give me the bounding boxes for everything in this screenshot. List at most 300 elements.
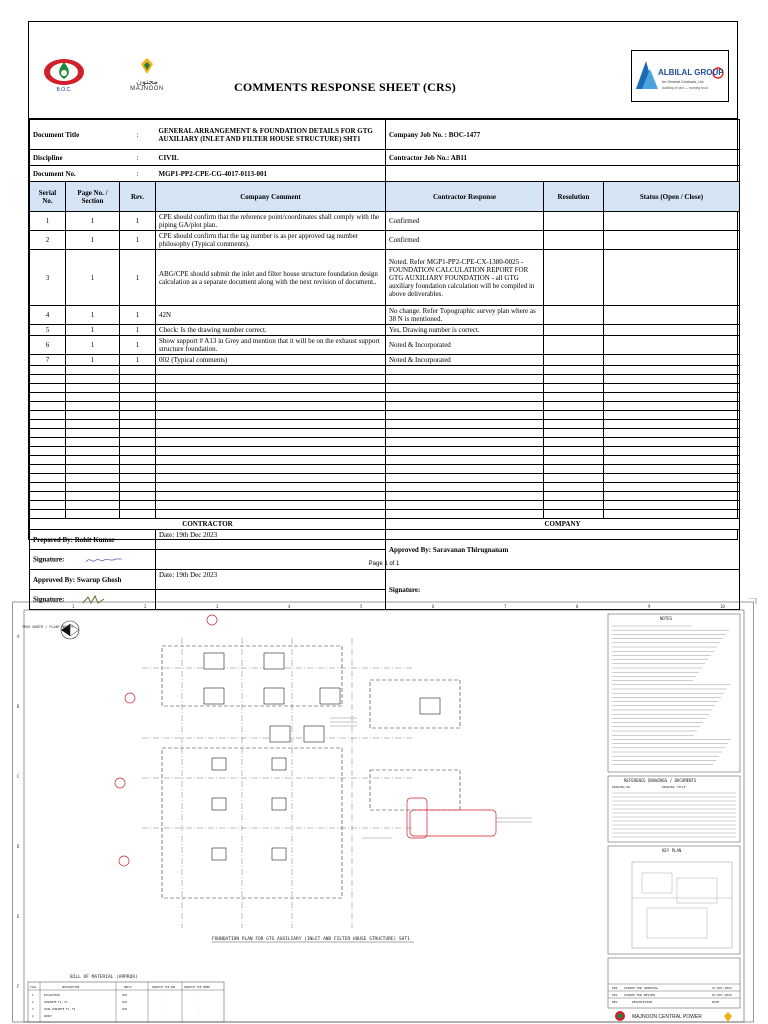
empty-cell xyxy=(386,411,544,420)
empty-cell xyxy=(66,501,120,510)
empty-cell xyxy=(66,411,120,420)
empty-cell xyxy=(120,366,156,375)
empty-row xyxy=(30,492,740,501)
bom-col-units: UNITS xyxy=(124,986,132,989)
bom-cell: 2 xyxy=(32,1001,34,1004)
status-cell xyxy=(604,212,740,231)
date-prepared: Date: 19th Dec 2023 xyxy=(156,530,386,550)
rev-row-2-no: 001 xyxy=(612,993,618,997)
empty-cell xyxy=(544,501,604,510)
empty-row xyxy=(30,438,740,447)
empty-cell xyxy=(66,402,120,411)
resolution-cell xyxy=(544,250,604,306)
empty-row xyxy=(30,447,740,456)
rev-cell: 1 xyxy=(120,212,156,231)
bom-cell: - xyxy=(198,1001,200,1004)
empty-cell xyxy=(66,429,120,438)
empty-cell xyxy=(30,402,66,411)
bom-cell: CUM xyxy=(122,1008,127,1011)
colon: : xyxy=(120,166,156,182)
empty-cell xyxy=(30,366,66,375)
resolution-cell xyxy=(544,212,604,231)
rev-row-2-date: 07-DEC-2023 xyxy=(712,993,732,997)
bill-of-material xyxy=(28,974,224,1022)
rev-row-1-date: 27-DEC-2023 xyxy=(712,986,732,990)
albilal-sub: for General Contracts, Ltd. xyxy=(662,80,705,84)
doc-no-value: MGP1-PP2-CPE-CG-4017-0113-001 xyxy=(156,166,386,182)
status-cell xyxy=(604,231,740,250)
empty-cell xyxy=(386,420,544,429)
grid-row-label: F xyxy=(17,984,20,989)
status-cell xyxy=(604,355,740,366)
empty-cell xyxy=(156,510,386,519)
empty-cell xyxy=(156,393,386,402)
empty-cell xyxy=(386,438,544,447)
table-row xyxy=(30,231,740,250)
empty-cell xyxy=(386,474,544,483)
empty-cell xyxy=(156,474,386,483)
serial-cell: 2 xyxy=(30,231,66,250)
albilal-logo xyxy=(631,50,729,102)
discipline-value: CIVIL xyxy=(156,150,386,166)
empty-cell xyxy=(386,447,544,456)
rev-cell: 1 xyxy=(120,336,156,355)
empty-cell xyxy=(66,375,120,384)
empty-cell xyxy=(544,456,604,465)
empty-cell xyxy=(156,402,386,411)
approved-row xyxy=(30,570,740,590)
empty-cell xyxy=(386,456,544,465)
empty-cell xyxy=(30,447,66,456)
boc-logo-text: B.O.C. xyxy=(56,87,72,93)
page-cell: 1 xyxy=(66,306,120,325)
status-cell xyxy=(604,250,740,306)
bom-cell: 1 xyxy=(32,994,34,997)
crs-header xyxy=(29,22,737,119)
empty-cell xyxy=(544,420,604,429)
company-name: MAJNOON CENTRAL POWER xyxy=(632,1014,702,1020)
table-row xyxy=(30,250,740,306)
empty-row xyxy=(30,411,740,420)
empty-row xyxy=(30,456,740,465)
empty-cell xyxy=(30,438,66,447)
ref-col2: DRAWING TITLE xyxy=(662,785,686,789)
bom-cell: EXCAVATION xyxy=(44,994,60,997)
grid-col-label: 6 xyxy=(432,604,435,609)
grid-col-label: 4 xyxy=(288,604,291,609)
serial-cell: 1 xyxy=(30,212,66,231)
rev-cell: 1 xyxy=(120,250,156,306)
empty-cell xyxy=(66,447,120,456)
empty-cell xyxy=(120,483,156,492)
north-label: TRUE NORTH / PLANT NORTH xyxy=(22,625,73,629)
rev-row-2-desc: ISSUED FOR REVIEW xyxy=(624,993,655,997)
empty-cell xyxy=(66,492,120,501)
empty-cell xyxy=(120,411,156,420)
company-signature: Signature: xyxy=(386,570,740,610)
empty-cell xyxy=(544,384,604,393)
empty-row xyxy=(30,465,740,474)
majnoon-arabic: مجنون xyxy=(136,77,158,86)
empty-cell xyxy=(604,384,740,393)
empty-cell xyxy=(156,483,386,492)
empty-cell xyxy=(120,492,156,501)
serial-cell: 3 xyxy=(30,250,66,306)
resolution-cell xyxy=(544,355,604,366)
empty-cell xyxy=(604,438,740,447)
serial-cell: 7 xyxy=(30,355,66,366)
rev-header-desc: DESCRIPTION xyxy=(632,1000,652,1004)
status-cell xyxy=(604,325,740,336)
doc-title-value: GENERAL ARRANGEMENT & FOUNDATION DETAILS FOR GTG AUXILIARY (INLET AND FILTER HOUSE STRUCTURE) SHT1 xyxy=(156,120,386,150)
comment-cell: Show support # A13 in Grey and mention that it will be on the exhaust support structure foundation. xyxy=(156,336,386,355)
empty-cell xyxy=(120,501,156,510)
page-cell: 1 xyxy=(66,250,120,306)
empty-row xyxy=(30,393,740,402)
grid-col-label: 7 xyxy=(504,604,507,609)
grid-col-label: 2 xyxy=(144,604,147,609)
bom-title: BILL OF MATERIAL (APPROX) xyxy=(70,975,138,980)
bom-col-q3: QUANTITY FOR THREE xyxy=(184,986,210,989)
grid-row-label: B xyxy=(17,704,20,709)
north-arrow-icon xyxy=(22,621,79,639)
grid-row-label: D xyxy=(17,844,20,849)
page-title: COMMENTS RESPONSE SHEET (CRS) xyxy=(234,80,456,94)
doc-no-label: Document No. xyxy=(30,166,120,182)
comment-cell: 42N xyxy=(156,306,386,325)
rev-cell: 1 xyxy=(120,231,156,250)
contractor-job-no: Contractor Job No.: AB11 xyxy=(386,150,740,166)
empty-cell xyxy=(66,438,120,447)
table-row xyxy=(30,325,740,336)
empty-cell xyxy=(30,429,66,438)
empty-row xyxy=(30,384,740,393)
bom-cell: - xyxy=(162,1001,164,1004)
table-row xyxy=(30,336,740,355)
empty-cell xyxy=(66,456,120,465)
crs-rows xyxy=(30,212,740,366)
empty-cell xyxy=(386,501,544,510)
empty-cell xyxy=(386,510,544,519)
signature-label-text: Signature: xyxy=(33,595,65,604)
comment-cell: CPE should confirm that the tag number is as per approved tag number philosophy (Typical comments). xyxy=(156,231,386,250)
majnoon-text: MAJNOON xyxy=(130,86,164,92)
empty-cell xyxy=(30,384,66,393)
response-cell: Noted & Incorporated xyxy=(386,355,544,366)
empty-cell xyxy=(604,375,740,384)
empty-cell xyxy=(30,465,66,474)
empty-cell xyxy=(544,393,604,402)
rev-cell: 1 xyxy=(120,355,156,366)
empty-cell xyxy=(156,492,386,501)
comment-cell: 002 (Typical comments) xyxy=(156,355,386,366)
empty-cell xyxy=(386,393,544,402)
company-job-no: Company Job No. : BOC-1477 xyxy=(386,120,740,150)
empty-cell xyxy=(66,420,120,429)
comment-cell: CPE should confirm that the reference point/coordinates shall comply with the piping GA/plot plan. xyxy=(156,212,386,231)
bom-cell: - xyxy=(198,994,200,997)
empty-cell xyxy=(156,501,386,510)
resolution-cell xyxy=(544,336,604,355)
empty-row xyxy=(30,429,740,438)
key-plan-panel xyxy=(608,846,740,954)
empty-cell xyxy=(66,384,120,393)
serial-cell: 6 xyxy=(30,336,66,355)
contractor-approved-by: Approved By: Swarup Ghosh xyxy=(30,570,156,590)
page-cell: 1 xyxy=(66,231,120,250)
signoff-header xyxy=(30,519,740,530)
empty-cell xyxy=(604,420,740,429)
bom-cell: - xyxy=(162,1008,164,1011)
grid-row-label: A xyxy=(17,634,20,639)
empty-cell xyxy=(120,429,156,438)
bom-col-desc: DESCRIPTION xyxy=(62,986,80,989)
empty-cell xyxy=(604,429,740,438)
resolution-cell xyxy=(544,231,604,250)
page-number: Page 1 of 1 xyxy=(368,561,400,567)
empty-cell xyxy=(120,393,156,402)
plan-title: FOUNDATION PLAN FOR GTG AUXILIARY (INLET AND FILTER HOUSE STRUCTURE) SHT1 xyxy=(212,937,410,942)
empty-cell xyxy=(604,456,740,465)
empty-row xyxy=(30,366,740,375)
empty-cell xyxy=(120,447,156,456)
empty-cell xyxy=(604,474,740,483)
resolution-cell xyxy=(544,306,604,325)
bom-cell: CUM xyxy=(122,994,127,997)
empty-cell xyxy=(30,456,66,465)
rev-header-no: REV xyxy=(612,1000,618,1004)
empty-cell xyxy=(156,438,386,447)
bom-cell: CUM xyxy=(122,1001,127,1004)
empty-cell xyxy=(544,492,604,501)
status-cell xyxy=(604,336,740,355)
albilal-tag: building to last — earning trust xyxy=(662,86,708,90)
empty-cell xyxy=(66,465,120,474)
prepared-row xyxy=(30,530,740,550)
plan-gridlines xyxy=(142,638,412,928)
bom-cell: - xyxy=(162,994,164,997)
bom-col-q1: QUANTITY FOR ONE xyxy=(152,986,176,989)
grid-col-label: 8 xyxy=(576,604,579,609)
majnoon-leaf-icon xyxy=(137,56,157,76)
serial-cell: 5 xyxy=(30,325,66,336)
bom-cell: 3 xyxy=(32,1008,34,1011)
notes-title: NOTES xyxy=(660,616,673,621)
reference-drawings-panel xyxy=(608,776,740,842)
signature-label-text: Signature: xyxy=(33,555,65,564)
response-cell: Noted & Incorporated xyxy=(386,336,544,355)
empty-cell xyxy=(386,375,544,384)
empty-row xyxy=(30,420,740,429)
rev-cell: 1 xyxy=(120,325,156,336)
grid-labels xyxy=(17,604,725,989)
empty-cell xyxy=(386,483,544,492)
rev-row-1-desc: ISSUED FOR APPROVAL xyxy=(624,986,659,990)
empty-cell xyxy=(604,510,740,519)
table-row xyxy=(30,306,740,325)
empty-cell xyxy=(386,429,544,438)
empty-cell xyxy=(156,384,386,393)
empty-row xyxy=(30,510,740,519)
doc-no-row xyxy=(30,166,740,182)
company-approved-by: Approved By: Saravanan Thirugnanam xyxy=(386,530,740,570)
empty-cell xyxy=(156,429,386,438)
empty-cell xyxy=(120,465,156,474)
empty-cell xyxy=(156,465,386,474)
status-cell xyxy=(604,306,740,325)
key-plan-title: KEY PLAN xyxy=(662,848,682,853)
crs-table xyxy=(29,119,740,610)
empty-cell xyxy=(544,465,604,474)
bom-cell: CONCRETE F1, F2 xyxy=(44,1001,68,1004)
empty-cell xyxy=(156,447,386,456)
majnoon-mini-icon xyxy=(724,1012,732,1022)
table-row xyxy=(30,212,740,231)
majnoon-logo xyxy=(123,56,171,100)
response-cell: Confirmed xyxy=(386,212,544,231)
empty-cell xyxy=(604,483,740,492)
empty-cell xyxy=(66,366,120,375)
col-rev: Rev. xyxy=(120,182,156,212)
empty-cell xyxy=(544,429,604,438)
doc-no-blank xyxy=(386,166,740,182)
empty-row xyxy=(30,474,740,483)
doc-title-label: Document Title xyxy=(30,120,120,150)
empty-cell xyxy=(386,384,544,393)
empty-cell xyxy=(30,393,66,402)
empty-cell xyxy=(30,474,66,483)
grid-col-label: 5 xyxy=(360,604,363,609)
empty-cell xyxy=(544,411,604,420)
ref-title: REFERENCE DRAWINGS / DOCUMENTS xyxy=(624,778,697,783)
empty-cell xyxy=(156,411,386,420)
notes-panel xyxy=(608,614,740,772)
empty-row xyxy=(30,483,740,492)
empty-cell xyxy=(604,501,740,510)
empty-cell xyxy=(544,402,604,411)
page-cell: 1 xyxy=(66,212,120,231)
empty-cell xyxy=(30,492,66,501)
bom-cell: 4 xyxy=(32,1015,34,1018)
doc-title-row xyxy=(30,120,740,150)
empty-cell xyxy=(30,501,66,510)
col-page: Page No. / Section xyxy=(66,182,120,212)
empty-cell xyxy=(544,483,604,492)
empty-cell xyxy=(604,492,740,501)
empty-cell xyxy=(120,438,156,447)
column-header-row xyxy=(30,182,740,212)
empty-cell xyxy=(66,474,120,483)
albilal-logo-graphic xyxy=(632,51,728,101)
annotations xyxy=(330,718,532,838)
empty-cell xyxy=(544,510,604,519)
empty-cell xyxy=(30,375,66,384)
empty-cell xyxy=(30,420,66,429)
empty-cell xyxy=(544,447,604,456)
revision-block xyxy=(608,958,740,1008)
col-status: Status (Open / Close) xyxy=(604,182,740,212)
comment-cell: ABG/CPE should submit the inlet and filter house structure foundation design calculation as a separate document along with the next revision of document.. xyxy=(156,250,386,306)
empty-cell xyxy=(120,375,156,384)
empty-cell xyxy=(386,492,544,501)
empty-cell xyxy=(120,510,156,519)
empty-cell xyxy=(544,438,604,447)
empty-cell xyxy=(156,456,386,465)
empty-cell xyxy=(66,393,120,402)
empty-row xyxy=(30,375,740,384)
col-serial: Serial No. xyxy=(30,182,66,212)
colon: : xyxy=(120,120,156,150)
grid-row-label: E xyxy=(17,914,20,919)
empty-cell xyxy=(120,474,156,483)
title-block xyxy=(615,1011,732,1022)
empty-cell xyxy=(120,402,156,411)
empty-cell xyxy=(604,465,740,474)
prepared-by: Prepared By: Rohit Kumar xyxy=(30,530,156,550)
col-response: Contractor Response xyxy=(386,182,544,212)
ref-col1: DRAWING NO. xyxy=(612,785,632,789)
company-heading: COMPANY xyxy=(386,519,740,530)
grid-col-label: 1 xyxy=(72,604,75,609)
empty-cell xyxy=(156,375,386,384)
bom-cell: LEAN CONCRETE F1, F2 xyxy=(44,1008,76,1011)
empty-cell xyxy=(604,411,740,420)
empty-cell xyxy=(604,402,740,411)
grid-col-label: 10 xyxy=(720,604,725,609)
grid-col-label: 9 xyxy=(648,604,651,609)
grid-col-label: 3 xyxy=(216,604,219,609)
discipline-row xyxy=(30,150,740,166)
empty-cell xyxy=(30,510,66,519)
col-comment: Company Comment xyxy=(156,182,386,212)
grid-row-label: C xyxy=(17,774,20,779)
rev-header-date: DATE xyxy=(712,1000,720,1004)
response-cell: Confirmed xyxy=(386,231,544,250)
empty-row xyxy=(30,402,740,411)
serial-cell: 4 xyxy=(30,306,66,325)
empty-cell xyxy=(156,366,386,375)
albilal-brand: ALBILAL GROUP xyxy=(658,68,724,77)
empty-cell xyxy=(604,447,740,456)
empty-cell xyxy=(386,465,544,474)
comment-cell: Check: Is the drawing number correct. xyxy=(156,325,386,336)
empty-cell xyxy=(66,510,120,519)
pedestals xyxy=(204,653,440,860)
page-cell: 1 xyxy=(66,325,120,336)
rev-row-1-no: 002 xyxy=(612,986,618,990)
empty-cell xyxy=(30,411,66,420)
colon: : xyxy=(120,150,156,166)
empty-row xyxy=(30,501,740,510)
response-cell: Yes, Drawing number is correct. xyxy=(386,325,544,336)
empty-cell xyxy=(544,474,604,483)
response-cell: Noted. Refer MGP1-PP2-CPE-CX-1380-0025 - FOUNDATION CALCULATION REPORT FOR GTG AUXILIARY FOUNDATION - all GTG auxiliary foundation calculation will be compiled in above deliverables. xyxy=(386,250,544,306)
empty-cell xyxy=(120,420,156,429)
boc-logo xyxy=(39,57,89,93)
table-row xyxy=(30,355,740,366)
date-approved: Date: 19th Dec 2023 xyxy=(156,570,386,590)
rev-cell: 1 xyxy=(120,306,156,325)
contractor-heading: CONTRACTOR xyxy=(30,519,386,530)
empty-cell xyxy=(120,456,156,465)
empty-cell xyxy=(30,483,66,492)
resolution-cell xyxy=(544,325,604,336)
discipline-label: Discipline xyxy=(30,150,120,166)
empty-cell xyxy=(386,366,544,375)
bom-col-item: Item xyxy=(30,986,37,989)
empty-cell xyxy=(604,393,740,402)
empty-cell xyxy=(544,366,604,375)
